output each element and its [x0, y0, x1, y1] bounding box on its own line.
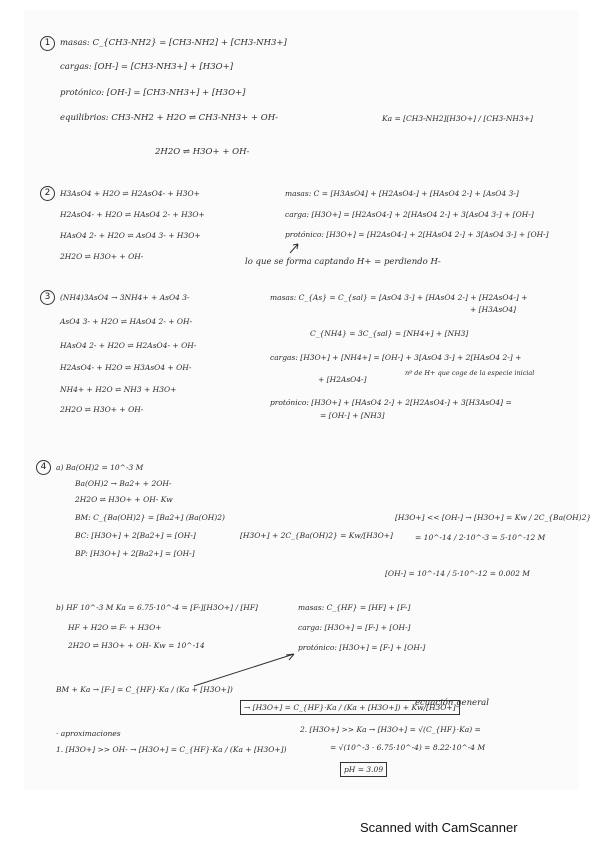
s4-general-label: ecuación general — [415, 698, 489, 708]
s3-masas2: + [H3AsO4] — [470, 305, 517, 314]
s1-masas: masas: C_{CH3-NH2} = [CH3-NH2] + [CH3-NH3+] — [60, 38, 287, 48]
s4-b4: BM + Ka → [F-] = C_{HF}·Ka / (Ka + [H3O+]) — [56, 685, 233, 694]
s3-eq1: (NH4)3AsO4 → 3NH4+ + AsO4 3- — [60, 293, 190, 302]
s4-bp: protónico: [H3O+] = [F-] + [OH-] — [298, 643, 426, 652]
s4-ap1: 1. [H3O+] >> OH- → [H3O+] = C_{HF}·Ka / (Ka + [H3O+]) — [56, 745, 287, 754]
section-number-2: 2 — [40, 186, 55, 201]
s4-b1: b) HF 10^-3 M Ka = 6.75·10^-4 = [F-][H3O+] / [HF] — [56, 603, 258, 612]
s3-protonico2: = [OH-] + [NH3] — [320, 411, 385, 420]
s2-eq1: H3AsO4 + H2O ⇌ H2AsO4- + H3O+ — [60, 189, 200, 198]
s2-eq3: HAsO4 2- + H2O ⇌ AsO4 3- + H3O+ — [60, 231, 201, 240]
s1-water: 2H2O ⇌ H3O+ + OH- — [155, 147, 250, 157]
section-number-1: 1 — [40, 36, 55, 51]
s3-eq5: NH4+ + H2O ⇌ NH3 + H3O+ — [60, 385, 177, 394]
s2-cargas: carga: [H3O+] = [H2AsO4-] + 2[HAsO4 2-] + 3[AsO4 3-] + [OH-] — [285, 210, 534, 219]
s2-eq2: H2AsO4- + H2O ⇌ HAsO4 2- + H3O+ — [60, 210, 205, 219]
s3-cargas1: cargas: [H3O+] + [NH4+] = [OH-] + 3[AsO4 3-] + 2[HAsO4 2-] + — [270, 353, 522, 362]
s4-a5: BC: [H3O+] + 2[Ba2+] = [OH-] — [75, 531, 196, 540]
s1-equilibrios: equilibrios: CH3-NH2 + H2O ⇌ CH3-NH3+ + OH- — [60, 113, 279, 123]
s4-a2: Ba(OH)2 → Ba2+ + 2OH- — [75, 479, 172, 488]
s3-masas1: masas: C_{As} = C_{sal} = [AsO4 3-] + [HAsO4 2-] + [H2AsO4-] + — [270, 293, 528, 302]
section-number-3: 3 — [40, 290, 55, 305]
s4-ap2: 2. [H3O+] >> Ka → [H3O+] = √(C_{HF}·Ka) = — [300, 725, 481, 734]
arrow-icon — [190, 650, 300, 690]
s4-b2: HF + H2O ⇌ F- + H3O+ — [68, 623, 162, 632]
s3-cargas2: + [H2AsO4-] — [318, 375, 367, 384]
s4-a3: 2H2O ⇌ H3O+ + OH- Kw — [75, 495, 173, 504]
s4-a9: = 10^-14 / 2·10^-3 = 5·10^-12 M — [415, 533, 546, 542]
s4-bm: masas: C_{HF} = [HF] + [F-] — [298, 603, 411, 612]
s3-eq2: AsO4 3- + H2O ⇌ HAsO4 2- + OH- — [60, 317, 193, 326]
s4-bc: carga: [H3O+] = [F-] + [OH-] — [298, 623, 411, 632]
s4-a10: [OH-] = 10^-14 / 5·10^-12 = 0.002 M — [385, 569, 530, 578]
s2-note: lo que se forma captando H+ = perdiendo H- — [245, 257, 441, 267]
s3-cargas-note: nº de H+ que coge de la especie inicial — [405, 369, 535, 377]
s4-a6: BP: [H3O+] + 2[Ba2+] = [OH-] — [75, 549, 195, 558]
s1-ka: Ka = [CH3-NH2][H3O+] / [CH3-NH3+] — [382, 114, 533, 123]
s2-masas: masas: C = [H3AsO4] + [H2AsO4-] + [HAsO4 2-] + [AsO4 3-] — [285, 189, 519, 198]
s4-ap2b: = √(10^-3 · 6.75·10^-4) = 8.22·10^-4 M — [330, 743, 486, 752]
s2-protonico: protónico: [H3O+] = [H2AsO4-] + 2[HAsO4 2-] + 3[AsO4 3-] + [OH-] — [285, 230, 549, 239]
s3-eq6: 2H2O ⇌ H3O+ + OH- — [60, 405, 144, 414]
s4-a8: [H3O+] << [OH-] → [H3O+] = Kw / 2C_{Ba(OH)2} — [395, 513, 592, 522]
s3-eq4: H2AsO4- + H2O ⇌ H3AsO4 + OH- — [60, 363, 192, 372]
s4-a7: [H3O+] + 2C_{Ba(OH)2} = Kw/[H3O+] — [240, 531, 393, 540]
s4-a1: a) Ba(OH)2 = 10^-3 M — [56, 463, 144, 472]
s3-masas3: C_{NH4} = 3C_{sal} = [NH4+] + [NH3] — [310, 329, 469, 338]
s1-protonico: protónico: [OH-] = [CH3-NH3+] + [H3O+] — [60, 88, 246, 98]
arrow-icon — [288, 241, 302, 255]
s4-aprox: · aproximaciones — [56, 729, 121, 738]
section-number-4: 4 — [36, 460, 51, 475]
s3-eq3: HAsO4 2- + H2O ⇌ H2AsO4- + OH- — [60, 341, 197, 350]
s4-a4: BM: C_{Ba(OH)2} = [Ba2+] (Ba(OH)2) — [75, 513, 225, 522]
s3-protonico1: protónico: [H3O+] + [HAsO4 2-] + 2[H2AsO4-] + 3[H3AsO4] = — [270, 398, 512, 407]
s2-eq4: 2H2O ⇌ H3O+ + OH- — [60, 252, 144, 261]
s1-cargas: cargas: [OH-] = [CH3-NH3+] + [H3O+] — [60, 62, 234, 72]
s4-ph-result: pH = 3.09 — [340, 762, 387, 777]
s4-general-equation: → [H3O+] = C_{HF}·Ka / (Ka + [H3O+]) + Kw/[H3O+] — [240, 700, 460, 715]
s4-b3: 2H2O ⇌ H3O+ + OH- Kw = 10^-14 — [68, 641, 205, 650]
scanner-watermark: Scanned with CamScanner — [360, 820, 518, 835]
